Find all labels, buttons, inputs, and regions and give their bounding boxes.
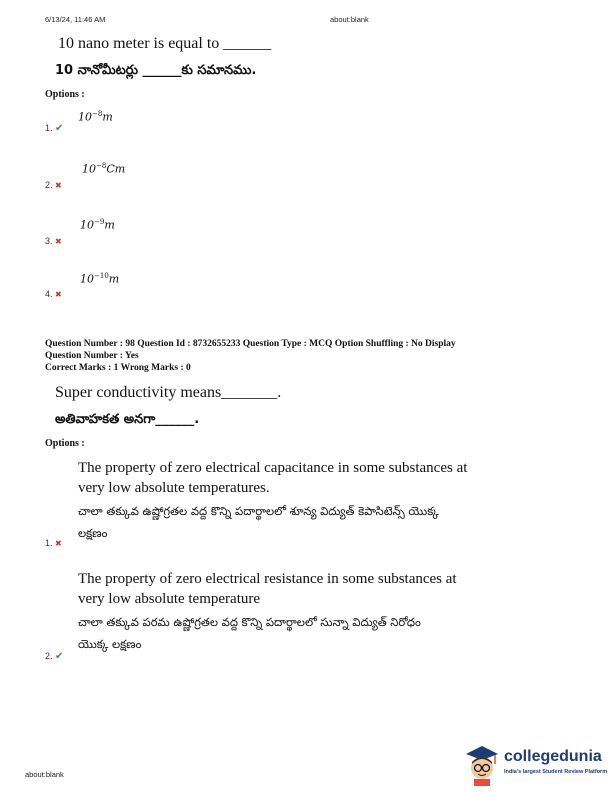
q1-option-2-number: 2. ✖: [45, 180, 62, 190]
logo-tagline: India's largest Student Review Platform: [504, 769, 608, 775]
logo-name: collegedunia: [504, 748, 602, 765]
q1-option-4-value: $10^{-10}m$: [80, 272, 120, 286]
q1-option-1-value: $10^{-8}m$: [78, 110, 113, 124]
collegedunia-logo: [462, 740, 608, 788]
q2-option-2-te-line-2: యొక్క లక్షణం: [78, 637, 142, 651]
q2-option-2-en-line-1: The property of zero electrical resistance in some substances at: [78, 571, 457, 587]
correct-check-icon: ✔: [55, 651, 64, 662]
q2-meta-line-2: Question Number : Yes: [45, 351, 139, 361]
q2-option-1-en-line-2: very low absolute temperatures.: [78, 480, 270, 496]
q2-meta: [45, 338, 456, 374]
q1-option-3-number: 3. ✖: [45, 236, 62, 246]
print-timestamp: 6/13/24, 11:46 AM: [45, 15, 106, 24]
q2-option-2-content: [78, 569, 548, 655]
footer-url: about:blank: [25, 770, 64, 779]
q1-option-4-number: 4. ✖: [45, 289, 62, 299]
wrong-cross-icon: ✖: [55, 539, 62, 548]
question-1-text-te: 10 నానోమీటర్లు ______కు సమానము.: [55, 63, 257, 78]
q2-option-2-number: 2. ✔: [45, 651, 64, 662]
print-url: about:blank: [330, 15, 369, 24]
wrong-cross-icon: ✖: [55, 181, 62, 190]
correct-check-icon: ✔: [55, 123, 64, 134]
q2-option-1-te-line-2: లక్షణం: [78, 526, 108, 540]
q2-meta-line-3: Correct Marks : 1 Wrong Marks : 0: [45, 363, 191, 373]
question-2-text-te: అతివాహకత అనగా______.: [55, 412, 200, 427]
q2-option-1-content: [78, 458, 548, 544]
wrong-cross-icon: ✖: [55, 237, 62, 246]
q2-option-2-en-line-2: very low absolute temperature: [78, 591, 261, 607]
q1-options-label: Options :: [45, 89, 85, 100]
q1-option-2-value: $10^{-8}Cm$: [82, 162, 126, 176]
mascot-icon: [462, 742, 502, 786]
q2-option-1-en-line-1: The property of zero electrical capacitance in some substances at: [78, 460, 468, 476]
question-2-text-en: Super conductivity means_______.: [55, 384, 282, 401]
q2-options-label: Options :: [45, 438, 85, 449]
q1-option-1-number: 1. ✔: [45, 123, 64, 134]
q2-option-2-te-line-1: చాలా తక్కువ పరమ ఉష్ణోగ్రతల వద్ద కొన్ని పదార్థాలలో సున్నా విద్యుత్ నిరోధం: [78, 615, 421, 629]
q2-option-1-te-line-1: చాలా తక్కువ ఉష్ణోగ్రతల వద్ద కొన్ని పదార్థాలలో శూన్య విద్యుత్ కెపాసిటెన్స్ యొక్క: [78, 504, 439, 518]
q1-option-3-value: $10^{-9}m$: [80, 218, 115, 232]
wrong-cross-icon: ✖: [55, 290, 62, 299]
q2-meta-line-1: Question Number : 98 Question Id : 8732655233 Question Type : MCQ Option Shuffling : No Display: [45, 339, 456, 349]
question-1-text-en: 10 nano meter is equal to ______: [58, 35, 272, 52]
q2-option-1-number: 1. ✖: [45, 538, 62, 548]
